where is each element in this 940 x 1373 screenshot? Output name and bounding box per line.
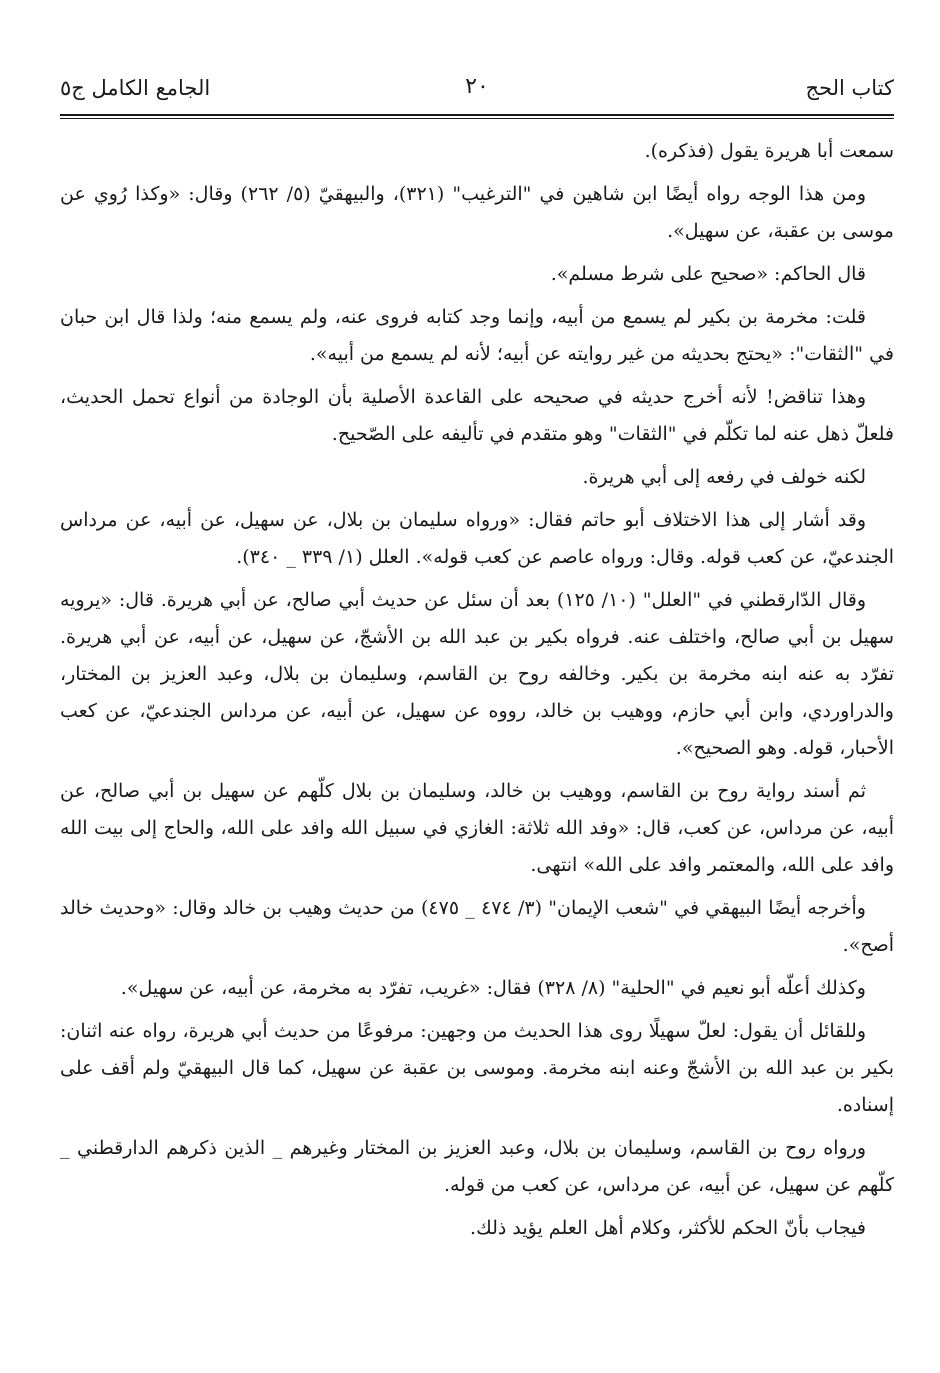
running-header bbox=[60, 70, 894, 110]
paragraph-14: فيجاب بأنّ الحكم للأكثر، وكلام أهل العلم يؤيد ذلك. bbox=[470, 1217, 866, 1239]
paragraph-7: وقد أشار إلى هذا الاختلاف أبو حاتم فقال: «ورواه سليمان بن بلال، عن سهيل، عن أبيه، عن مرداس الجندعيّ، عن كعب قوله. وقال: ورواه عاصم عن كعب قوله». العلل (١/ ٣٣٩ _ ٣٤٠). bbox=[60, 509, 894, 568]
paragraph-10: وأخرجه أيضًا البيهقي في "شعب الإيمان" (٣/ ٤٧٤ _ ٤٧٥) من حديث وهيب بن خالد وقال: «وحديث خالد أصح». bbox=[60, 897, 894, 956]
paragraph-9: ثم أسند رواية روح بن القاسم، ووهيب بن خالد، وسليمان بن بلال كلّهم عن سهيل بن أبي صالح، عن أبيه، عن مرداس، عن كعب، قال: «وفد الله ثلاثة: الغازي في سبيل الله وافد على الله، والحاج إلى بيت الله وافد على الله، والمعتمر وافد على الله» انتهى. bbox=[60, 780, 894, 876]
chapter-title: كتاب الحج bbox=[805, 76, 894, 100]
paragraph-11: وكذلك أعلّه أبو نعيم في "الحلية" (٨/ ٣٢٨) فقال: «غريب، تفرّد به مخرمة، عن أبيه، عن سهيل». bbox=[120, 977, 866, 999]
paragraph-13: ورواه روح بن القاسم، وسليمان بن بلال، وعبد العزيز بن المختار وغيرهم _ الذين ذكرهم الدارقطني _ كلّهم عن سهيل، عن أبيه، عن مرداس، عن كعب من قوله. bbox=[60, 1137, 894, 1196]
paragraph-12: وللقائل أن يقول: لعلّ سهيلًا روى هذا الحديث من وجهين: مرفوعًا من حديث أبي هريرة، رواه عنه اثنان: بكير بن عبد الله بن الأشجّ وعنه ابنه مخرمة. وموسى بن عقبة عن سهيل، كما قال البيهقيّ ولم أقف على إسناده. bbox=[60, 1020, 894, 1116]
paragraph-4: قلت: مخرمة بن بكير لم يسمع من أبيه، وإنما وجد كتابه فروى عنه، ولم يسمع منه؛ ولذا قال ابن حبان في "الثقات": «يحتج بحديثه من غير روايته عن أبيه؛ لأنه لم يسمع من أبيه». bbox=[60, 306, 894, 365]
header-rule-thick bbox=[60, 114, 894, 116]
book-title: الجامع الكامل ج٥ bbox=[60, 76, 211, 100]
paragraph-6: لكنه خولف في رفعه إلى أبي هريرة. bbox=[582, 466, 866, 488]
paragraph-1: سمعت أبا هريرة يقول (فذكره). bbox=[644, 140, 894, 162]
page-number: ٢٠ bbox=[465, 74, 489, 99]
paragraph-2: ومن هذا الوجه رواه أيضًا ابن شاهين في "الترغيب" (٣٢١)، والبيهقيّ (٥/ ٢٦٢) وقال: «وكذا رُوي عن موسى بن عقبة، عن سهيل». bbox=[60, 183, 894, 242]
paragraph-5: وهذا تناقض! لأنه أخرج حديثه في صحيحه على القاعدة الأصلية بأن الوجادة من أنواع تحمل الحديث، فلعلّ ذهل عنه لما تكلّم في "الثقات" وهو متقدم في تأليفه على الصّحيح. bbox=[60, 386, 894, 445]
page-body bbox=[60, 133, 894, 1247]
paragraph-8: وقال الدّارقطني في "العلل" (١٠/ ١٢٥) بعد أن سئل عن حديث أبي صالح، عن أبي هريرة. قال: «يرويه سهيل بن أبي صالح، واختلف عنه. فرواه بكير بن عبد الله بن الأشجّ، عن سهيل، عن أبيه، عن أبي هريرة. تفرّد به عنه ابنه مخرمة بن بكير. وخالفه روح بن القاسم، وسليمان بن بلال، وعبد العزيز بن المختار، والدراوردي، وابن أبي حازم، ووهيب بن خالد، رووه عن سهيل، عن أبيه، عن مرداس الجندعيّ، عن كعب الأحبار، قوله. وهو الصحيح». bbox=[60, 589, 894, 759]
header-rule-thin bbox=[60, 118, 894, 119]
paragraph-3: قال الحاكم: «صحيح على شرط مسلم». bbox=[550, 263, 866, 285]
book-page bbox=[60, 70, 894, 1253]
